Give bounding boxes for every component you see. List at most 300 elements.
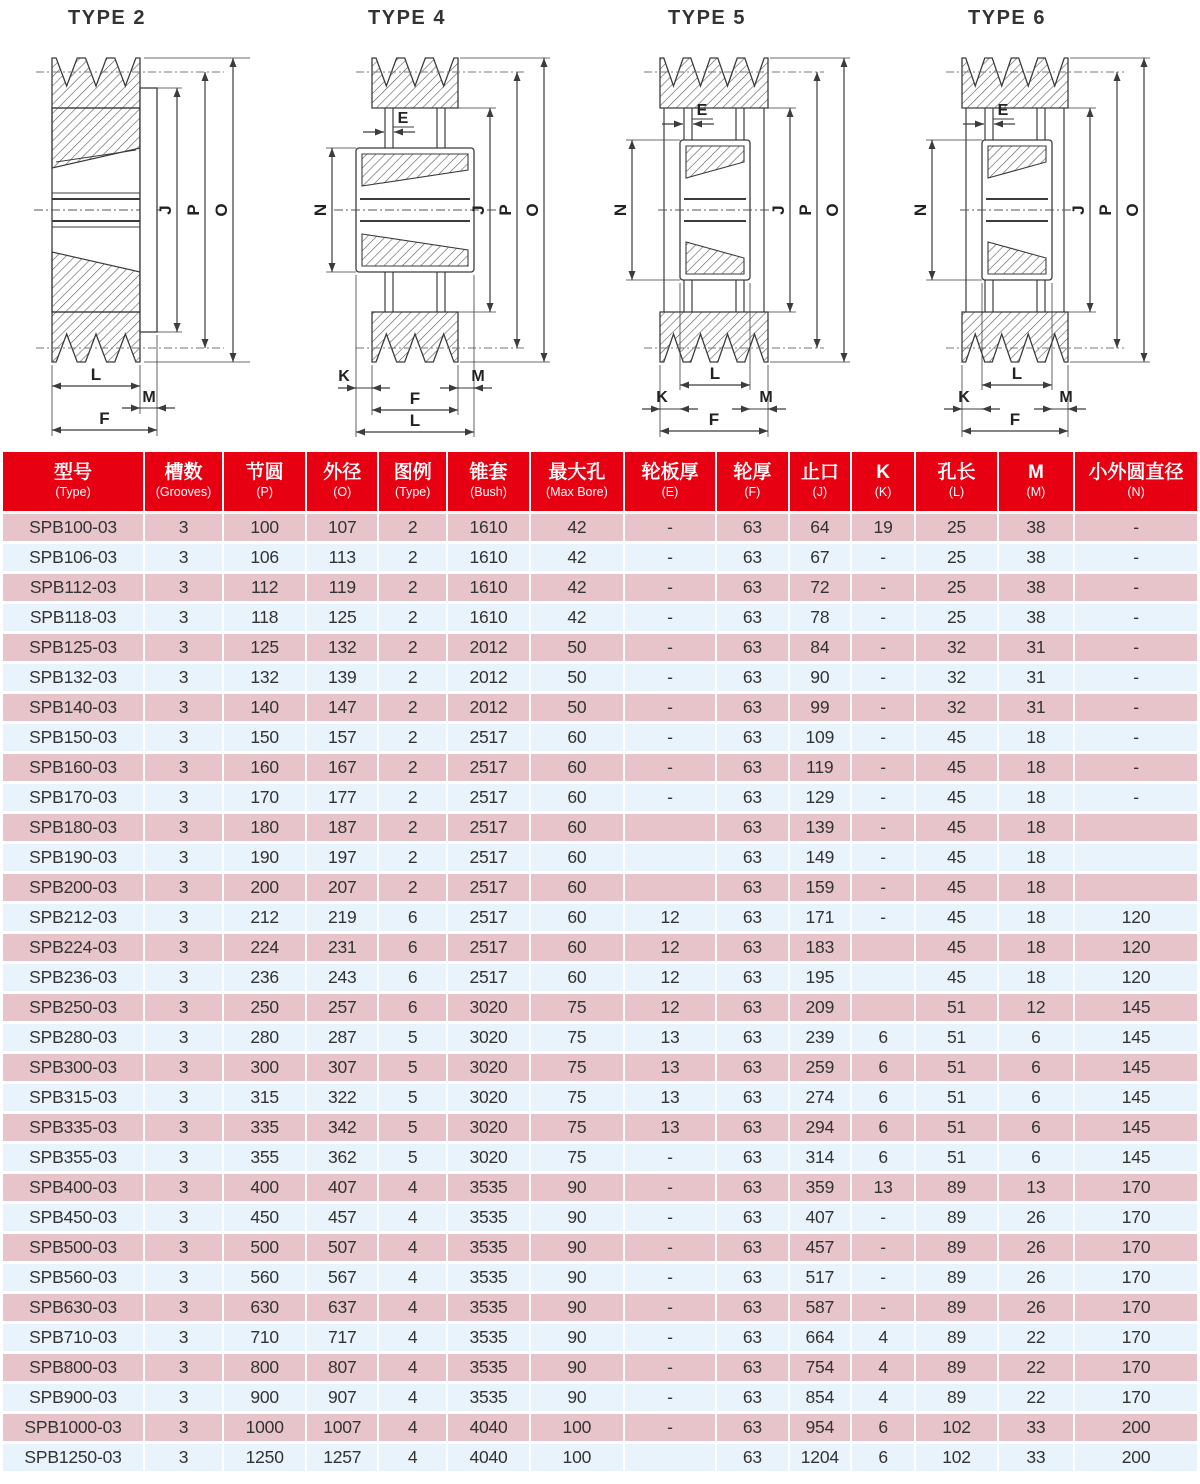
table-cell: 2517 xyxy=(448,724,530,754)
table-cell: 33 xyxy=(999,1414,1075,1444)
table-cell: 100 xyxy=(531,1414,625,1444)
pulley-drawing xyxy=(300,0,600,452)
table-cell: 3 xyxy=(145,1204,224,1234)
table-cell: 3 xyxy=(145,574,224,604)
table-cell: - xyxy=(1075,574,1197,604)
table-cell: 177 xyxy=(307,784,379,814)
table-cell: - xyxy=(852,874,916,904)
table-cell: 3020 xyxy=(448,994,530,1024)
table-cell: 6 xyxy=(999,1144,1075,1174)
table-row xyxy=(3,1384,1197,1414)
table-cell: 90 xyxy=(531,1384,625,1414)
table-row xyxy=(3,1144,1197,1174)
table-cell: 51 xyxy=(916,1024,998,1054)
column-header xyxy=(3,452,145,514)
table-cell: - xyxy=(852,574,916,604)
dimension-label: P xyxy=(796,204,815,216)
table-cell: 38 xyxy=(999,574,1075,604)
table-cell: 45 xyxy=(916,724,998,754)
table-row xyxy=(3,544,1197,574)
table-cell: 51 xyxy=(916,994,998,1024)
table-cell: 1000 xyxy=(224,1414,308,1444)
table-cell: - xyxy=(852,904,916,934)
table-cell xyxy=(852,934,916,964)
diagram-type-4 xyxy=(300,0,600,452)
column-header-zh: M xyxy=(1027,462,1044,483)
dimension-label: F xyxy=(99,409,110,428)
table-cell xyxy=(625,844,717,874)
column-header xyxy=(307,452,379,514)
table-cell: - xyxy=(852,1234,916,1264)
pulley-drawing xyxy=(600,0,900,452)
diagram-type-5 xyxy=(600,0,900,452)
table-cell: 4 xyxy=(379,1414,448,1444)
table-cell: 31 xyxy=(999,634,1075,664)
diagram-strip xyxy=(0,0,1200,452)
table-cell: 89 xyxy=(916,1234,998,1264)
pulley-rim xyxy=(372,312,458,362)
table-cell: 89 xyxy=(916,1294,998,1324)
table-cell: 457 xyxy=(307,1204,379,1234)
column-header-en: (N) xyxy=(1127,485,1145,499)
table-cell: 45 xyxy=(916,754,998,784)
table-cell: - xyxy=(625,1324,717,1354)
table-cell: 2 xyxy=(379,544,448,574)
table-cell: SPB900-03 xyxy=(3,1384,145,1414)
table-cell: 3 xyxy=(145,694,224,724)
table-cell: 209 xyxy=(790,994,852,1024)
table-cell: 125 xyxy=(224,634,308,664)
column-header xyxy=(1075,452,1197,514)
table-cell: 6 xyxy=(379,934,448,964)
table-cell: - xyxy=(852,544,916,574)
table-cell: 89 xyxy=(916,1354,998,1384)
table-cell: 322 xyxy=(307,1084,379,1114)
table-cell: 63 xyxy=(717,1144,790,1174)
column-header xyxy=(224,452,308,514)
diagram-type-2 xyxy=(0,0,300,452)
table-cell: 119 xyxy=(307,574,379,604)
dimension-label: F xyxy=(1009,410,1021,429)
table-cell: - xyxy=(625,634,717,664)
table-cell: - xyxy=(1075,544,1197,574)
diagram-title: TYPE 6 xyxy=(968,7,1046,29)
table-row xyxy=(3,904,1197,934)
table-cell: 4 xyxy=(379,1264,448,1294)
table-cell: 6 xyxy=(379,994,448,1024)
table-cell: 63 xyxy=(717,1054,790,1084)
table-cell: SPB200-03 xyxy=(3,874,145,904)
table-cell: 89 xyxy=(916,1204,998,1234)
dimension-label: O xyxy=(823,203,842,217)
table-cell: 2517 xyxy=(448,934,530,964)
table-cell: 3020 xyxy=(448,1144,530,1174)
bush-flange xyxy=(140,88,157,332)
column-header xyxy=(145,452,224,514)
table-cell: 31 xyxy=(999,664,1075,694)
pulley-rim xyxy=(52,312,140,362)
table-cell: 6 xyxy=(852,1054,916,1084)
table-cell: 2 xyxy=(379,814,448,844)
table-row xyxy=(3,1054,1197,1084)
table-cell: 314 xyxy=(790,1144,852,1174)
table-cell: SPB335-03 xyxy=(3,1114,145,1144)
table-cell: 13 xyxy=(625,1024,717,1054)
table-cell: 3 xyxy=(145,964,224,994)
table-cell: 6 xyxy=(852,1444,916,1474)
table-cell: - xyxy=(852,814,916,844)
dimension-label: M xyxy=(759,389,773,406)
table-cell: SPB300-03 xyxy=(3,1054,145,1084)
table-cell: 99 xyxy=(790,694,852,724)
table-cell: 64 xyxy=(790,514,852,544)
table-cell: 342 xyxy=(307,1114,379,1144)
table-cell: SPB190-03 xyxy=(3,844,145,874)
table-cell: 75 xyxy=(531,1024,625,1054)
table-cell: 6 xyxy=(999,1084,1075,1114)
table-cell: 45 xyxy=(916,844,998,874)
table-cell: 100 xyxy=(531,1444,625,1474)
table-cell: 2012 xyxy=(448,664,530,694)
table-cell: 63 xyxy=(717,1414,790,1444)
dimension-label: L xyxy=(1011,364,1023,383)
table-cell: 147 xyxy=(307,694,379,724)
table-cell: 63 xyxy=(717,1174,790,1204)
table-cell: 51 xyxy=(916,1144,998,1174)
table-cell: 4 xyxy=(852,1324,916,1354)
table-cell: 170 xyxy=(1075,1294,1197,1324)
table-cell: 3 xyxy=(145,934,224,964)
table-cell: SPB400-03 xyxy=(3,1174,145,1204)
table-cell: 3535 xyxy=(448,1324,530,1354)
table-cell: 63 xyxy=(717,574,790,604)
dimension-label: P xyxy=(496,204,515,216)
table-cell: 450 xyxy=(224,1204,308,1234)
table-cell: 4 xyxy=(852,1384,916,1414)
dimension-label: F xyxy=(708,410,720,429)
table-cell: 4 xyxy=(379,1324,448,1354)
dimension-label: J xyxy=(469,205,488,215)
dimension-label: N xyxy=(611,203,630,217)
table-cell: 2 xyxy=(379,664,448,694)
table-cell: 4040 xyxy=(448,1414,530,1444)
table-cell xyxy=(1075,874,1197,904)
column-header-zh: 型号 xyxy=(54,462,93,483)
table-cell: 717 xyxy=(307,1324,379,1354)
table-cell: 12 xyxy=(625,934,717,964)
table-cell: 407 xyxy=(307,1174,379,1204)
column-header-zh: 锥套 xyxy=(469,462,508,483)
table-cell: SPB180-03 xyxy=(3,814,145,844)
table-cell: 60 xyxy=(531,874,625,904)
table-cell: 259 xyxy=(790,1054,852,1084)
table-cell: 3535 xyxy=(448,1354,530,1384)
table-cell: 1250 xyxy=(224,1444,308,1474)
table-cell: 42 xyxy=(531,544,625,574)
table-cell: 6 xyxy=(379,964,448,994)
table-cell: 63 xyxy=(717,934,790,964)
table-cell: SPB315-03 xyxy=(3,1084,145,1114)
table-cell: - xyxy=(625,1264,717,1294)
table-cell: 145 xyxy=(1075,1114,1197,1144)
table-cell: 26 xyxy=(999,1204,1075,1234)
column-header xyxy=(916,452,998,514)
column-header-en: (L) xyxy=(948,485,965,499)
table-cell: 517 xyxy=(790,1264,852,1294)
table-cell: 90 xyxy=(531,1294,625,1324)
table-row xyxy=(3,1414,1197,1444)
dimension-label: O xyxy=(523,203,542,217)
table-cell: - xyxy=(852,754,916,784)
table-cell: SPB100-03 xyxy=(3,514,145,544)
table-cell: - xyxy=(1075,634,1197,664)
table-cell: 50 xyxy=(531,634,625,664)
table-cell: 26 xyxy=(999,1234,1075,1264)
table-cell: 145 xyxy=(1075,1144,1197,1174)
table-cell: - xyxy=(625,1384,717,1414)
column-header-en: (J) xyxy=(812,485,828,499)
table-cell: 2517 xyxy=(448,754,530,784)
table-cell: 75 xyxy=(531,1114,625,1144)
table-cell: 170 xyxy=(224,784,308,814)
column-header xyxy=(717,452,790,514)
table-cell: - xyxy=(1075,664,1197,694)
table-cell: SPB1250-03 xyxy=(3,1444,145,1474)
table-cell: 60 xyxy=(531,754,625,784)
table-cell: - xyxy=(625,724,717,754)
pulley-rim xyxy=(372,58,458,108)
table-cell: 3535 xyxy=(448,1234,530,1264)
table-cell: 183 xyxy=(790,934,852,964)
table-cell: 457 xyxy=(790,1234,852,1264)
table-cell: 1204 xyxy=(790,1444,852,1474)
table-cell: 63 xyxy=(717,1204,790,1234)
table-cell: - xyxy=(625,544,717,574)
table-cell: 287 xyxy=(307,1024,379,1054)
table-cell: 12 xyxy=(625,964,717,994)
table-row xyxy=(3,664,1197,694)
table-cell: - xyxy=(625,1204,717,1234)
table-cell: 13 xyxy=(999,1174,1075,1204)
column-header xyxy=(625,452,717,514)
table-cell: 60 xyxy=(531,934,625,964)
table-cell: 2 xyxy=(379,604,448,634)
table-cell: SPB160-03 xyxy=(3,754,145,784)
table-cell: 1610 xyxy=(448,604,530,634)
table-cell: - xyxy=(625,784,717,814)
table-cell: 51 xyxy=(916,1084,998,1114)
dimension-label: K xyxy=(958,389,970,406)
table-cell: 3 xyxy=(145,1024,224,1054)
table-cell: 63 xyxy=(717,964,790,994)
table-cell: 75 xyxy=(531,1054,625,1084)
table-cell: 90 xyxy=(531,1354,625,1384)
table-cell: 25 xyxy=(916,574,998,604)
table-cell: 13 xyxy=(625,1114,717,1144)
table-cell: 63 xyxy=(717,604,790,634)
table-cell: 90 xyxy=(531,1234,625,1264)
table-cell: 18 xyxy=(999,814,1075,844)
table-row xyxy=(3,844,1197,874)
table-cell: 63 xyxy=(717,994,790,1024)
table-cell: 1610 xyxy=(448,544,530,574)
table-cell: 1610 xyxy=(448,514,530,544)
table-cell: 45 xyxy=(916,904,998,934)
table-cell: 4 xyxy=(379,1444,448,1474)
table-cell: 60 xyxy=(531,964,625,994)
table-cell: 3 xyxy=(145,664,224,694)
table-cell: 954 xyxy=(790,1414,852,1444)
table-cell: 3535 xyxy=(448,1174,530,1204)
table-cell: 19 xyxy=(852,514,916,544)
table-cell: - xyxy=(1075,604,1197,634)
table-cell: SPB236-03 xyxy=(3,964,145,994)
table-cell: 132 xyxy=(224,664,308,694)
table-row xyxy=(3,964,1197,994)
table-cell: 4 xyxy=(379,1384,448,1414)
table-cell: 3 xyxy=(145,1324,224,1354)
table-cell: 3 xyxy=(145,814,224,844)
table-cell: 38 xyxy=(999,514,1075,544)
table-cell: 170 xyxy=(1075,1354,1197,1384)
table-row xyxy=(3,1234,1197,1264)
table-cell: 407 xyxy=(790,1204,852,1234)
column-header-en: (F) xyxy=(744,485,761,499)
table-cell: 2 xyxy=(379,634,448,664)
table-row xyxy=(3,754,1197,784)
table-cell: 3 xyxy=(145,544,224,574)
dimension-label: E xyxy=(397,110,409,127)
table-cell: 32 xyxy=(916,634,998,664)
table-row xyxy=(3,574,1197,604)
table-cell: 212 xyxy=(224,904,308,934)
table-cell: 12 xyxy=(625,994,717,1024)
table-cell: 42 xyxy=(531,604,625,634)
table-cell: 89 xyxy=(916,1174,998,1204)
table-cell: - xyxy=(852,1264,916,1294)
table-cell: 60 xyxy=(531,904,625,934)
table-cell: 4040 xyxy=(448,1444,530,1474)
table-cell: 3 xyxy=(145,514,224,544)
table-row xyxy=(3,994,1197,1024)
table-cell: 63 xyxy=(717,904,790,934)
table-cell: 3 xyxy=(145,754,224,784)
table-cell: 2 xyxy=(379,514,448,544)
table-cell: 45 xyxy=(916,784,998,814)
table-cell: 160 xyxy=(224,754,308,784)
table-cell: 18 xyxy=(999,784,1075,814)
table-cell: 6 xyxy=(852,1024,916,1054)
table-cell: 5 xyxy=(379,1084,448,1114)
table-cell xyxy=(625,1444,717,1474)
table-cell: 362 xyxy=(307,1144,379,1174)
header-row xyxy=(3,452,1197,514)
table-cell: SPB710-03 xyxy=(3,1324,145,1354)
table-cell: 207 xyxy=(307,874,379,904)
table-cell: 12 xyxy=(999,994,1075,1024)
table-cell: 807 xyxy=(307,1354,379,1384)
column-header-zh: 轮板厚 xyxy=(641,462,699,483)
table-cell: 157 xyxy=(307,724,379,754)
table-cell: 102 xyxy=(916,1444,998,1474)
table-cell: 63 xyxy=(717,634,790,664)
column-header xyxy=(448,452,530,514)
table-cell: 3020 xyxy=(448,1114,530,1144)
table-cell: 754 xyxy=(790,1354,852,1384)
table-cell: 4 xyxy=(852,1354,916,1384)
table-row xyxy=(3,604,1197,634)
table-cell: 12 xyxy=(625,904,717,934)
table-cell: 3 xyxy=(145,904,224,934)
table-cell: - xyxy=(1075,694,1197,724)
table-cell: SPB132-03 xyxy=(3,664,145,694)
table-cell: 63 xyxy=(717,1084,790,1114)
column-header-en: (E) xyxy=(661,485,679,499)
table-cell: 118 xyxy=(224,604,308,634)
table-cell: - xyxy=(852,634,916,664)
table-cell: 75 xyxy=(531,1084,625,1114)
table-cell: 89 xyxy=(916,1384,998,1414)
table-cell: 63 xyxy=(717,754,790,784)
table-cell: 3 xyxy=(145,1234,224,1264)
table-cell: 60 xyxy=(531,814,625,844)
dimension-label: L xyxy=(709,364,721,383)
table-cell: 5 xyxy=(379,1024,448,1054)
table-cell: 560 xyxy=(224,1264,308,1294)
column-header xyxy=(999,452,1075,514)
table-cell: 90 xyxy=(531,1264,625,1294)
table-cell: 22 xyxy=(999,1354,1075,1384)
table-cell: 42 xyxy=(531,514,625,544)
table-cell: 6 xyxy=(852,1144,916,1174)
table-cell xyxy=(625,814,717,844)
table-cell: 90 xyxy=(790,664,852,694)
table-cell: - xyxy=(1075,724,1197,754)
table-row xyxy=(3,1024,1197,1054)
table-cell: 45 xyxy=(916,874,998,904)
table-row xyxy=(3,1174,1197,1204)
table-cell: 100 xyxy=(224,514,308,544)
table-row xyxy=(3,784,1197,814)
table-cell: 78 xyxy=(790,604,852,634)
table-cell: - xyxy=(852,724,916,754)
table-cell: 129 xyxy=(790,784,852,814)
table-cell: SPB280-03 xyxy=(3,1024,145,1054)
table-cell: 6 xyxy=(999,1054,1075,1084)
table-cell: 2 xyxy=(379,754,448,784)
table-cell: 106 xyxy=(224,544,308,574)
table-row xyxy=(3,1294,1197,1324)
table-cell: 75 xyxy=(531,994,625,1024)
column-header-zh: 孔长 xyxy=(937,462,976,483)
table-cell: 25 xyxy=(916,604,998,634)
column-header-en: (M) xyxy=(1026,485,1046,499)
pulley-drawing xyxy=(0,0,300,452)
table-cell: 1610 xyxy=(448,574,530,604)
table-cell xyxy=(625,874,717,904)
table-row xyxy=(3,1354,1197,1384)
table-cell: 2517 xyxy=(448,784,530,814)
table-cell: - xyxy=(1075,754,1197,784)
table-cell: 63 xyxy=(717,844,790,874)
table-cell: 195 xyxy=(790,964,852,994)
table-cell: 2 xyxy=(379,844,448,874)
table-cell: 145 xyxy=(1075,994,1197,1024)
table-cell xyxy=(852,964,916,994)
dimension-label: E xyxy=(997,102,1009,119)
table-cell: 187 xyxy=(307,814,379,844)
table-cell: 63 xyxy=(717,1024,790,1054)
